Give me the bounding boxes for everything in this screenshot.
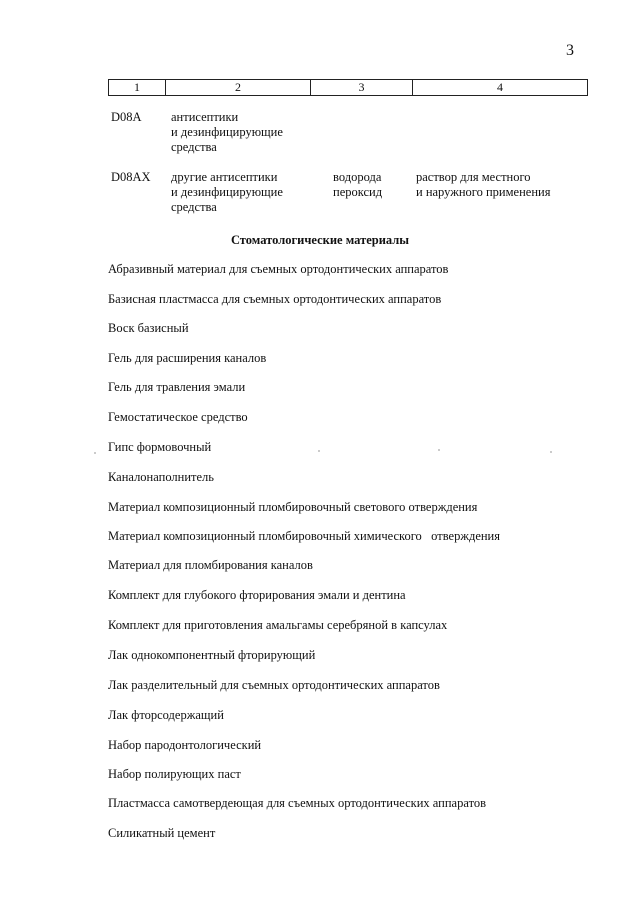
scan-speck [438,449,440,451]
atc-code: D08A [111,110,142,124]
table-header-row [108,79,588,96]
list-item: Гипс формовочный [108,440,212,454]
form-word: для [460,170,479,184]
form-line [416,170,586,185]
form-line: и наружного применения [416,185,551,199]
name-word: и [171,185,178,199]
list-item: Каналонаполнитель [108,470,214,484]
table-header-cell: 4 [497,80,503,94]
list-item: Гель для травления эмали [108,380,246,394]
list-item: Материал для пломбирования каналов [108,558,313,572]
list-item: Материал композиционный пломбировочный химического отверждения [108,529,500,543]
atc-group-name [171,110,301,155]
name-word: дезинфицирующие [180,185,283,199]
name-line: средства [171,140,217,154]
form-word: раствор [416,170,458,184]
list-item: Гель для расширения каналов [108,351,267,365]
dosage-form [416,170,586,200]
name-line [171,185,301,200]
list-item: Абразивный материал для съемных ортодонтических аппаратов [108,262,449,276]
name-word: дезинфицирующие [180,125,283,139]
list-item: Воск базисный [108,321,189,335]
page-number: 3 [566,42,574,59]
name-line: другие антисептики [171,170,278,184]
name-line: средства [171,200,217,214]
table-header-cell: 3 [311,80,413,95]
list-item: Силикатный цемент [108,826,216,840]
list-item: Материал композиционный пломбировочный светового отверждения [108,500,478,514]
form-word: местного [481,170,531,184]
list-item: Набор пародонтологический [108,738,262,752]
list-item: Гемостатическое средство [108,410,248,424]
scan-speck [94,452,96,454]
name-line [171,125,301,140]
substance-name [333,170,403,200]
list-item: Комплект для приготовления амальгамы серебряной в капсулах [108,618,448,632]
section-title: Стоматологические материалы [230,233,410,247]
list-item: Набор полирующих паст [108,767,241,781]
table-header-cell: 2 [166,80,311,95]
substance-line: водорода [333,170,382,184]
list-item: Лак разделительный для съемных ортодонтических аппаратов [108,678,440,692]
scan-speck [550,451,552,453]
list-item: Лак однокомпонентный фторирующий [108,648,316,662]
table-header-cell: 1 [109,80,166,95]
list-item: Пластмасса самотвердеющая для съемных ортодонтических аппаратов [108,796,487,810]
list-item: Комплект для глубокого фторирования эмали и дентина [108,588,406,602]
atc-group-name [171,170,301,215]
atc-code: D08AX [111,170,151,184]
name-line: антисептики [171,110,239,124]
list-item: Лак фторсодержащий [108,708,224,722]
scan-speck [318,450,320,452]
name-word: и [171,125,178,139]
list-item: Базисная пластмасса для съемных ортодонтических аппаратов [108,292,442,306]
substance-line: пероксид [333,185,383,199]
